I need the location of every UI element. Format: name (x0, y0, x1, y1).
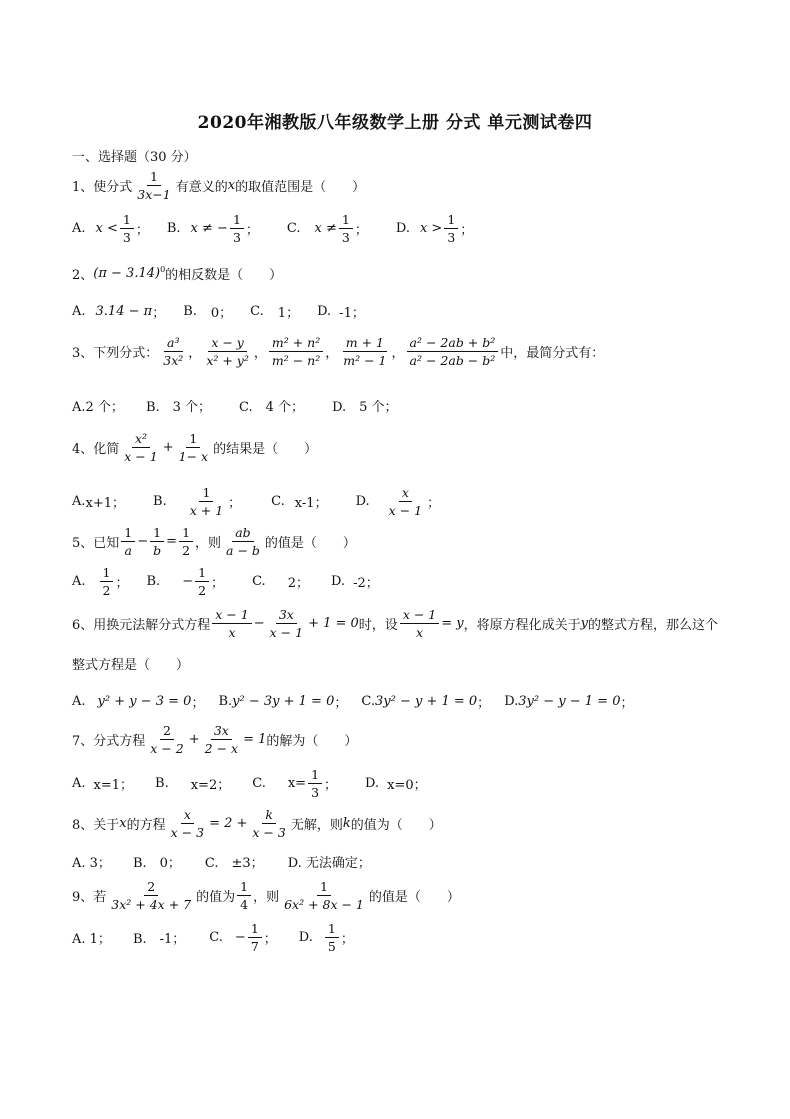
option-a: A. (72, 776, 86, 792)
option-c: C. (252, 776, 266, 792)
question-4-options: A. x+1； B. $\frac{1}{x + 1}$ ； C. x-1； D. $\frac{x}{x - 1}$ ； (72, 485, 441, 519)
option-d: D. (504, 694, 519, 709)
question-7: 7、分式方程 $\frac{2}{x - 2}$ + $\frac{3x}{2 - x}$ = 1 的解为（ ） (72, 723, 358, 757)
option-c: C. (271, 494, 285, 510)
option-b: B. (218, 694, 233, 709)
option-d: D. (298, 930, 313, 946)
question-3-options (72, 396, 398, 415)
fraction: $\frac{x - y}{\text{x² + y²}}$ (206, 335, 249, 369)
fraction: $\frac{1}{3}$ (339, 213, 353, 244)
question-9-options: A. 1； B. -1； C. − $\frac{1}{7}$ ； D. $\frac{1}{5}$ ； (72, 921, 354, 955)
fraction: $\frac{\text{a³}}{\text{3x²}}$ (163, 335, 184, 369)
fraction: $\frac{1}{2}$ (195, 566, 209, 597)
option-a: A. 3； (72, 856, 111, 871)
option-d: D. (395, 221, 410, 237)
option-d: D. 无法确定； (287, 856, 371, 871)
option-d: D. 5 个； (332, 400, 398, 415)
fraction: $\frac{2}{x - 2}$ (150, 723, 184, 757)
question-5: 5、已知 $\frac{1}{a}$ − $\frac{1}{b}$ = $\frac{1}{2}$ ，则 $\frac{ab}{a - b}$ 的值是（ ） (72, 525, 356, 559)
option-d: D. (330, 574, 346, 590)
fraction: $\frac{k}{x - 3}$ (252, 807, 286, 841)
fraction: $\frac{x}{x - 1}$ (388, 485, 423, 519)
question-6-options: A. y² + y − 3 = 0 ； B. y² − 3y + 1 = 0 ； C. 3y² − y + 1 = 0 ； D. 3y² − y − 1 = 0 ； (72, 694, 634, 711)
option-a: A.2 个； (72, 400, 124, 415)
question-1-options: A. x < $\frac{1}{3}$ ； B. x ≠ − $\frac{1}{3}$ ； C. x ≠ $\frac{1}{3}$ ； D. x > $\frac{1}{3}$ ； (72, 212, 474, 246)
option-b: B. 0； (132, 856, 181, 871)
option-b: B. (183, 304, 197, 319)
option-d: D. (317, 304, 332, 319)
fraction: $\frac{3x}{x - 1}$ (269, 607, 304, 641)
fraction: $\frac{\text{a² − 2ab + b²}}{\text{a² − 2ab − b²}}$ (407, 336, 499, 367)
fraction: $\frac{x - 1}{x}$ (400, 608, 439, 639)
fraction: $\frac{1}{2}$ (179, 526, 193, 557)
option-a: A. (72, 494, 86, 510)
section-heading: 一、选择题（30 分） (72, 150, 197, 165)
fraction: $\frac{x}{x - 3}$ (170, 807, 205, 841)
fraction: $\frac{1}{7}$ (248, 922, 262, 953)
option-a: A. (72, 574, 86, 590)
fraction: $\frac{1}{3}$ (444, 213, 458, 244)
fraction: $\frac{1}{1- x}$ (178, 431, 209, 465)
fraction: $\frac{m + 1}{\text{m² − 1}}$ (343, 335, 387, 369)
fraction: $\frac{1}{3}$ (120, 213, 134, 244)
fraction: $\frac{1}{\text{6x² + 8x − 1}}$ (284, 879, 364, 913)
fraction: $\frac{ab}{a - b}$ (226, 525, 260, 559)
question-8: 8、关于 x 的方程 $\frac{x}{x - 3}$ = 2 + $\frac{k}{x - 3}$ 无解，则 k 的值为（ ） (72, 807, 442, 841)
option-d: D. (355, 494, 370, 510)
fraction: $\frac{3x}{2 - x}$ (204, 723, 239, 757)
option-a: A. (72, 694, 86, 709)
fraction: $\frac{1}{4}$ (237, 880, 251, 911)
option-b: B. (155, 776, 169, 792)
question-4: 4、化简 $\frac{\text{x²}}{x - 1}$ + $\frac{1}{1- x}$ 的结果是（ ） (72, 431, 318, 465)
option-c: C. 4 个； (239, 400, 305, 415)
option-a: A. (72, 221, 86, 237)
fraction: $\frac{1}{x + 1}$ (189, 485, 224, 519)
question-5-options: A. $\frac{1}{2}$ ； B. − $\frac{1}{2}$ ； C. 2； D. -2； (72, 565, 379, 599)
question-9: 9、若 $\frac{2}{\text{3x² + 4x + 7}}$ 的值为 $\frac{1}{4}$ ，则 $\frac{1}{\text{6x² + 8x − 1}}$ 的值是（ ） (72, 879, 460, 913)
question-8-options (72, 852, 371, 871)
question-2: 2、 (π − 3.14) $^0$ 的相反数是（ ） (72, 265, 283, 283)
option-c: C. (286, 221, 301, 237)
option-c: C. (250, 304, 264, 319)
fraction: $\frac{\text{x²}}{x - 1}$ (124, 431, 158, 465)
fraction: $\frac{1}{3}$ (230, 213, 244, 244)
fraction: $\frac{\text{m² + n²}}{\text{m² − n²}}$ (269, 336, 323, 367)
fraction: $\frac{1}{a}$ (121, 526, 135, 557)
fraction: $\frac{1}{3x-1}$ (137, 169, 171, 203)
option-a: A. (72, 304, 86, 319)
question-3: 3、下列分式： $\frac{\text{a³}}{\text{3x²}}$ ， $\frac{x - y}{\text{x² + y²}}$ ， $\frac{\text{m² + n²}}{\text{m² − n²}}$ ， $\frac{m + 1}{\text{m² − 1}}$ ， $\frac{\text{a² − 2ab + b²}}{\text{a² − 2ab − b²}}$ 中，最简分式有： (72, 335, 605, 369)
option-c: C. (252, 574, 266, 590)
fraction: $\frac{1}{3}$ (308, 768, 322, 799)
question-2-options: A. 3.14 − π ； B. 0； C. 1； D. -1； (72, 304, 365, 321)
option-b: B. (153, 494, 167, 510)
option-c: C. (209, 930, 223, 946)
question-6: 6、用换元法解分式方程 $\frac{x - 1}{x}$ − $\frac{3x}{x - 1}$ + 1 = 0 时，设 $\frac{x - 1}{x}$ = y ，将原方程化成关于 y 的整式方程，那么这个 (72, 607, 719, 641)
option-c: C. (361, 694, 375, 709)
option-a: A. 1； (72, 932, 111, 948)
option-c: C. ±3； (204, 856, 264, 871)
option-b: B. (146, 574, 161, 590)
option-b: B. 3 个； (145, 400, 212, 415)
question-7-options: A. x=1； B. x=2； C. x= $\frac{1}{3}$ ； D. x=0； (72, 767, 427, 801)
fraction: $\frac{2}{\text{3x² + 4x + 7}}$ (111, 879, 192, 913)
option-b: B. (166, 221, 181, 237)
option-b: B. -1； (132, 932, 186, 948)
fraction: $\frac{1}{2}$ (100, 566, 114, 597)
fraction: $\frac{1}{5}$ (325, 922, 339, 953)
page-title: 2020年湘教版八年级数学上册 分式 单元测试卷四 (197, 113, 593, 133)
question-6-line2: 整式方程是（ ） (72, 658, 190, 673)
question-1: 1、使分式 $\frac{1}{3x-1}$ 有意义的 x 的取值范围是（ ） (72, 169, 366, 203)
option-d: D. (365, 776, 380, 792)
fraction: $\frac{x - 1}{x}$ (212, 608, 251, 639)
fraction: $\frac{1}{b}$ (150, 526, 164, 557)
